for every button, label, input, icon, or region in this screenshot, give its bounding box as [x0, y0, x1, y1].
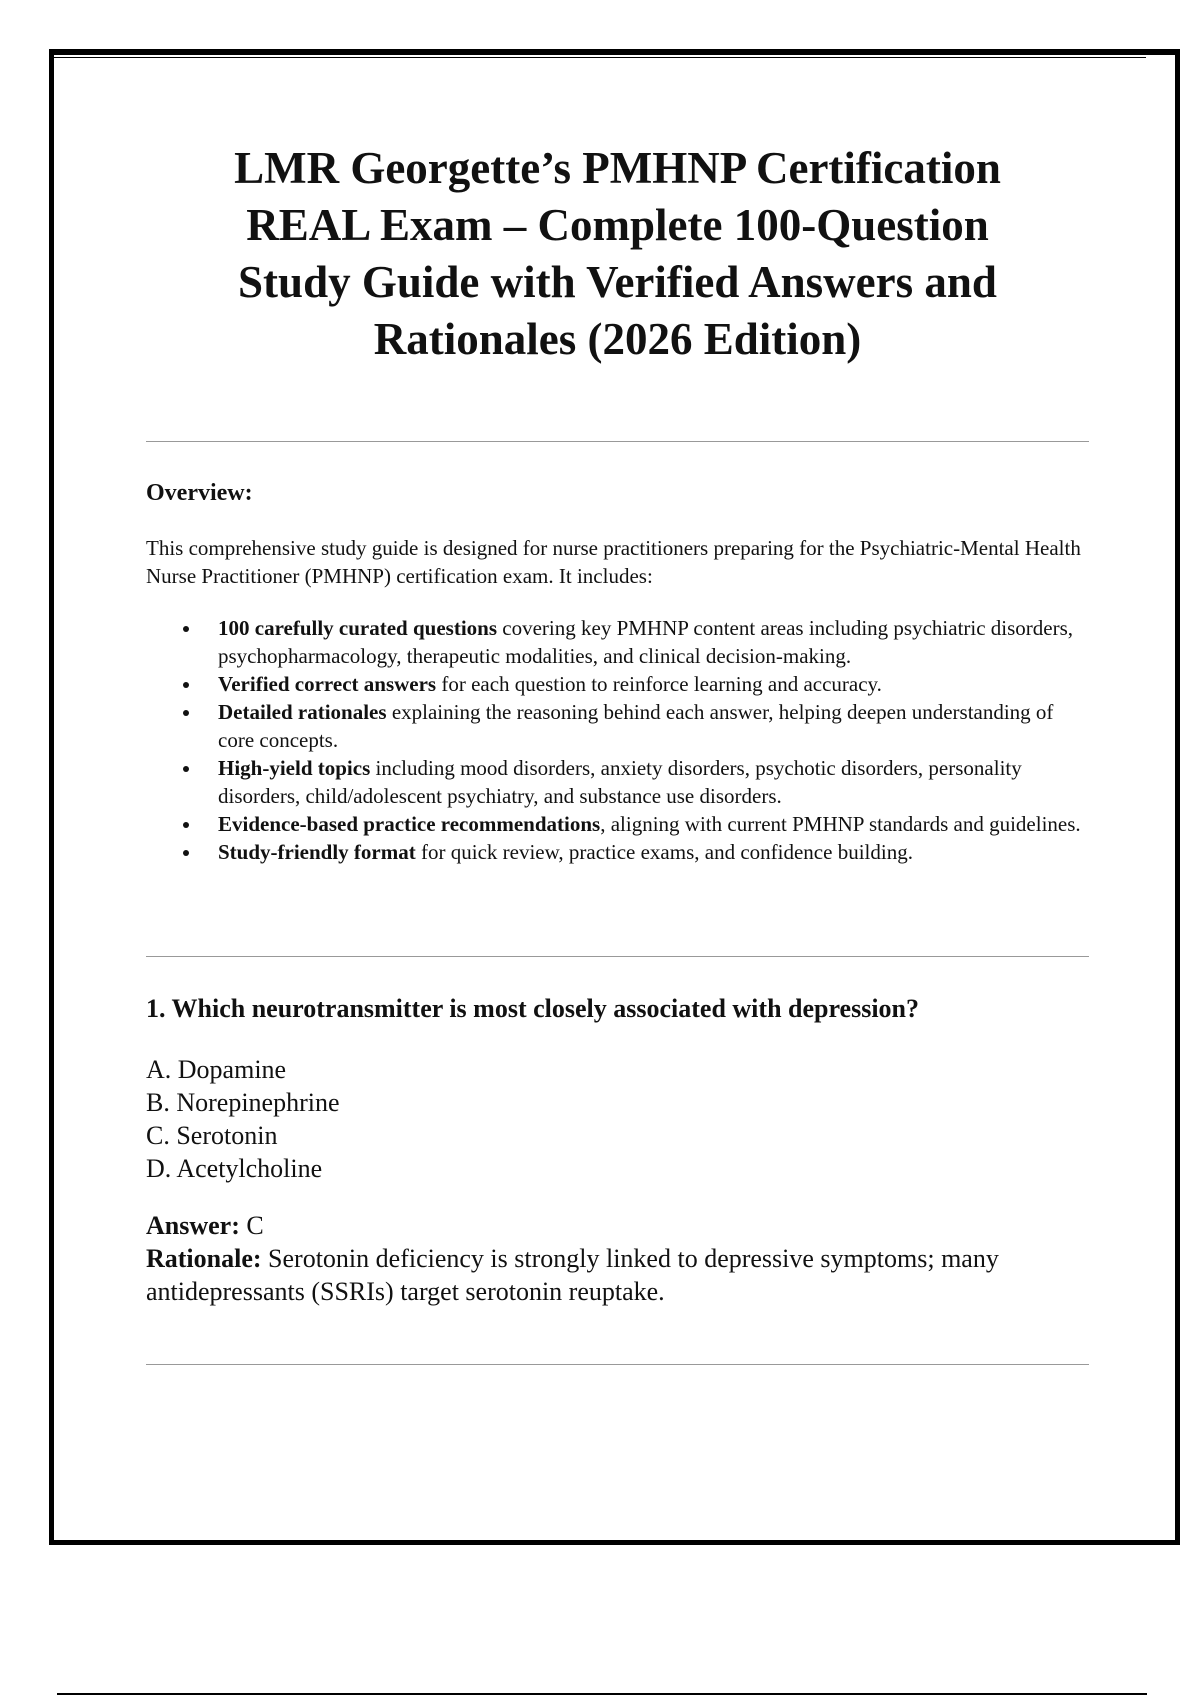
document-title: LMR Georgette’s PMHNP Certification REAL Exam – Complete 100-Question Study Guide with Verified Answers and Rationales (2026 Edition) [234, 143, 1001, 364]
list-item-strong: 100 carefully curated questions [218, 616, 498, 640]
page-border-inner-line [54, 57, 1146, 58]
list-item-text: explaining the reasoning behind each answer, helping deepen understanding of core concepts. [218, 700, 1054, 752]
question-heading: 1. Which neurotransmitter is most closely associated with depression? [146, 994, 920, 1023]
bullet-icon [183, 822, 189, 828]
rationale-text: Serotonin deficiency is strongly linked to depressive symptoms; many antidepressants (SSRIs) target serotonin reuptake. [146, 1244, 999, 1306]
list-item-text: for quick review, practice exams, and confidence building. [415, 840, 913, 864]
list-item [146, 838, 1089, 866]
list-item-text: , aligning with current PMHNP standards and guidelines. [600, 812, 1081, 836]
rationale-label: Rationale: [146, 1244, 262, 1273]
answer-option: C. Serotonin [146, 1121, 278, 1150]
bullet-icon [183, 850, 189, 856]
bullet-icon [183, 766, 189, 772]
answer-label: Answer: [146, 1211, 240, 1240]
list-item [146, 810, 1089, 838]
list-item-strong: Evidence-based practice recommendations [218, 812, 601, 836]
list-item [146, 698, 1089, 754]
answer-option: D. Acetylcholine [146, 1154, 323, 1183]
list-item-strong: Verified correct answers [218, 672, 437, 696]
section-divider [146, 956, 1089, 957]
list-item-strong: Detailed rationales [218, 700, 387, 724]
bullet-icon [183, 682, 189, 688]
rationale-line [146, 1242, 1089, 1308]
overview-intro: This comprehensive study guide is designed for nurse practitioners preparing for the Psychiatric-Mental Health Nurse Practitioner (PMHNP) certification exam. It includes: [146, 536, 1081, 588]
list-item [146, 614, 1089, 670]
bullet-icon [183, 710, 189, 716]
document-content [146, 140, 1089, 1365]
list-item [146, 754, 1089, 810]
answer-value: C [239, 1211, 264, 1240]
list-item-text: for each question to reinforce learning and accuracy. [436, 672, 882, 696]
list-item-strong: Study-friendly format [218, 840, 416, 864]
section-divider [146, 1364, 1089, 1365]
feature-list [146, 614, 1089, 866]
bullet-icon [183, 626, 189, 632]
list-item [146, 670, 1089, 698]
overview-heading: Overview: [146, 480, 253, 506]
answer-line [146, 1209, 1089, 1242]
answer-option: B. Norepinephrine [146, 1088, 340, 1117]
answer-option: A. Dopamine [146, 1055, 287, 1084]
page-bottom-rule [57, 1693, 1147, 1695]
list-item-text: including mood disorders, anxiety disorders, psychotic disorders, personality disorders, child/adolescent psychiatry, and substance use disorders. [218, 756, 1022, 808]
answer-options [146, 1053, 1089, 1185]
list-item-strong: High-yield topics [218, 756, 371, 780]
list-item-text: covering key PMHNP content areas including psychiatric disorders, psychopharmacology, therapeutic modalities, and clinical decision-making. [218, 616, 1074, 668]
section-divider [146, 441, 1089, 442]
